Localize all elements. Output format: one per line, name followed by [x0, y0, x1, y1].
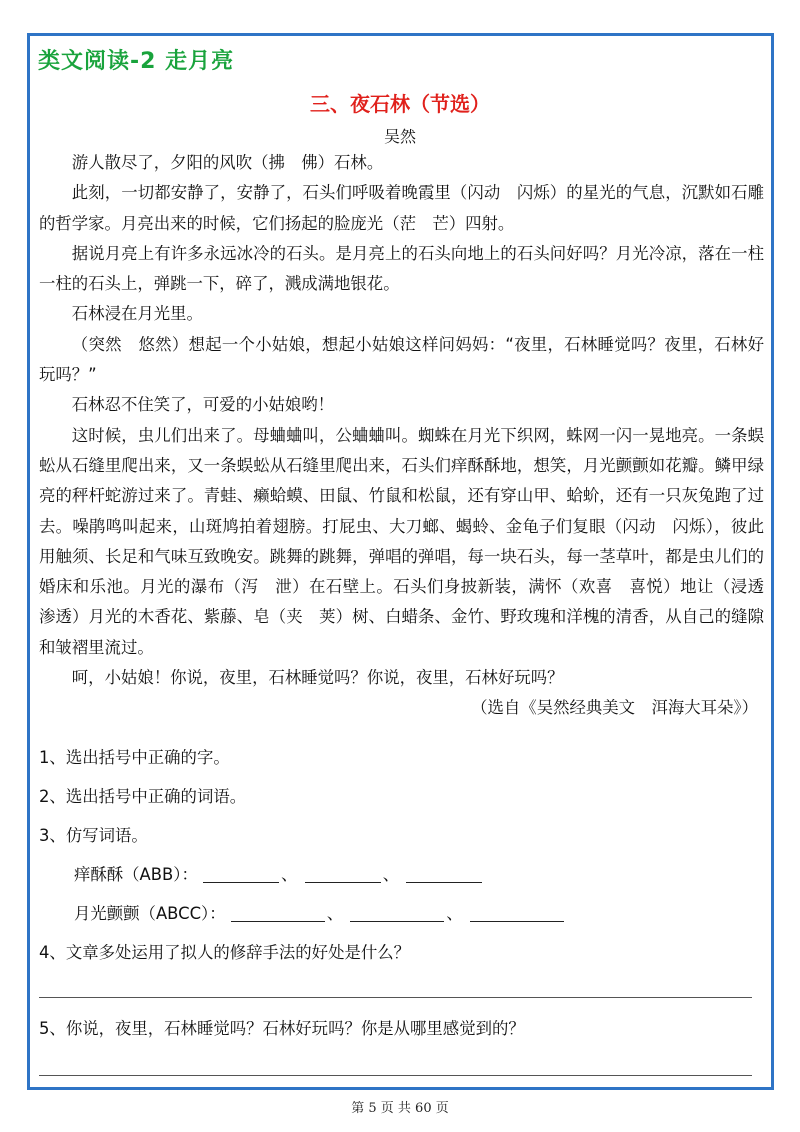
article-title: 三、夜石林（节选） [310, 92, 490, 116]
paragraph: 据说月亮上有许多永远冰冷的石头。是月亮上的石头向地上的石头问好吗？月光冷凉，落在一柱一柱的石头上，弹跳一下，碎了，溅成满地银花。 [39, 243, 764, 294]
question-3: 3、仿写词语。 [39, 826, 148, 845]
answer-blank[interactable] [350, 903, 444, 922]
separator: 、 [446, 904, 463, 923]
question-3a [74, 863, 482, 887]
paragraph: 呵，小姑娘！你说，夜里，石林睡觉吗？你说，夜里，石林好玩吗？ [71, 668, 564, 688]
question-5: 5、你说，夜里，石林睡觉吗？石林好玩吗？你是从哪里感觉到的？ [39, 1019, 525, 1038]
answer-blank[interactable] [470, 903, 564, 922]
answer-line[interactable] [39, 1075, 752, 1076]
question-4: 4、文章多处运用了拟人的修辞手法的好处是什么？ [39, 943, 411, 962]
article-source: （选自《吴然经典美文 洱海大耳朵》） [471, 698, 758, 718]
paragraph: （突然 悠然）想起一个小姑娘，想起小姑娘这样问妈妈：“夜里，石林睡觉吗？夜里，石林好玩吗？” [39, 334, 764, 385]
question-3b [74, 902, 564, 926]
separator: 、 [326, 904, 344, 923]
question-2: 2、选出括号中正确的词语。 [39, 787, 247, 806]
article-author: 吴然 [383, 127, 416, 146]
paragraph: 石林忍不住笑了，可爱的小姑娘哟！ [71, 395, 335, 415]
separator: 、 [382, 865, 400, 884]
answer-blank[interactable] [406, 864, 482, 883]
answer-blank[interactable] [203, 864, 279, 883]
page-number: 第 5 页 共 60 页 [351, 1101, 449, 1116]
article-body [39, 148, 781, 724]
paragraph: 游人散尽了，夕阳的风吹（拂 佛）石林。 [71, 153, 384, 172]
separator: 、 [281, 865, 298, 884]
question-3a-label: 痒酥酥（ABB）： [74, 865, 198, 884]
paragraph: 石林浸在月光里。 [71, 304, 203, 324]
question-1: 1、选出括号中正确的字。 [39, 748, 230, 767]
answer-blank[interactable] [231, 903, 325, 922]
paragraph: 这时候，虫儿们出来了。母蛐蛐叫，公蛐蛐叫。蜘蛛在月光下织网，蛛网一闪一晃地亮。一条蜈蚣从石缝里爬出来，又一条蜈蚣从石缝里爬出来，石头们痒酥酥地，想笑，月光颤颤如花瓣。鳞甲绿亮的秤杆蛇游过来了。青蛙、癞蛤蟆、田鼠、竹鼠和松鼠，还有穿山甲、蛤蚧，还有一只灰兔跑了过去。噪鹃鸣叫起来，山斑鸠拍着翅膀。打屁虫、大刀螂、蝎蛉、金龟子们复眼（闪动 闪烁），彼此用触须、长足和气味互致晚安。跳舞的跳舞，弹唱的弹唱，每一块石头，每一茎草叶，都是虫儿们的婚床和乐池。月光的瀑布（泻 泄）在石壁上。石头们身披新装，满怀（欢喜 喜悦）地让（浸透 渗透）月光的木香花、紫藤、皂（夹 荚）树、白蜡条、金竹、野玫瑰和洋槐的清香，从自己的缝隙和皱褶里流过。 [39, 425, 781, 657]
question-3b-label: 月光颤颤（ABCC）： [74, 904, 226, 923]
answer-line[interactable] [39, 997, 752, 998]
section-title: 类文阅读-2 走月亮 [38, 49, 235, 74]
paragraph: 此刻，一切都安静了，安静了，石头们呼吸着晚霞里（闪动 闪烁）的星光的气息，沉默如石雕的哲学家。月亮出来的时候，它们扬起的脸庞光（茫 芒）四射。 [39, 183, 764, 233]
answer-blank[interactable] [305, 864, 381, 883]
